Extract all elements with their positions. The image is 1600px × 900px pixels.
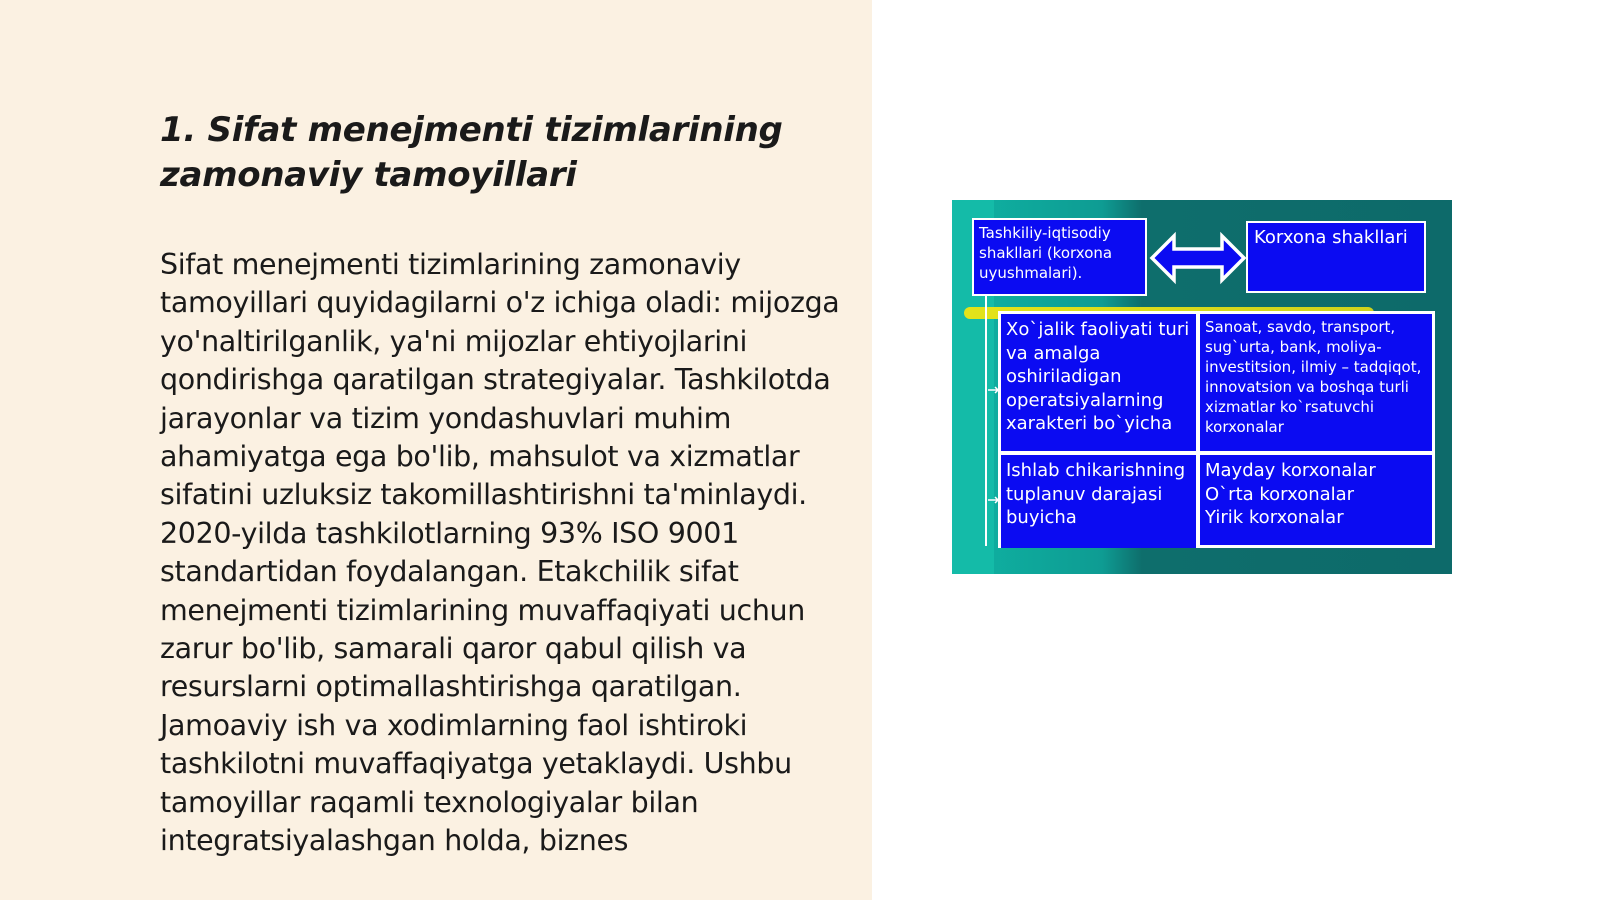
size-large: Yirik korxonalar: [1205, 507, 1344, 528]
diagram-box-organizational-forms: Tashkiliy-iqtisodiy shakllari (korxona uyushmalari).: [972, 218, 1147, 296]
double-arrow-icon: [1148, 228, 1248, 288]
diagram-cell-enterprise-sizes: [1200, 455, 1432, 545]
slide-title-line-1: 1. Sifat menejmenti tizimlarining: [160, 110, 783, 150]
diagram-connector-line: [985, 296, 987, 546]
slide-body-text: Sifat menejmenti tizimlarining zamonaviy tamoyillari quyidagilarni o'z ichiga oladi: mijozga yo'naltirilganlik, ya'ni mijozlar ehtiyojlarini qondirishga qaratilgan strategiyalar. Tashkilotda jarayonlar va tizim yondashuvlari muhim ahamiyatga ega bo'lib, mahsulot va xizmatlar sifatini uzluksiz takomillashtirishni ta'minlaydi. 2020-yilda tashkilotlarning 93% ISO 9001 standartidan foydalangan. Etakchilik sifat menejmenti tizimlarining muvaffaqiyati uchun zarur bo'lib, samarali qaror qabul qilish va resurslarni optimallashtirishga qaratilgan. Jamoaviy ish va xodimlarning faol ishtiroki tashkilotni muvaffaqiyatga yetaklaydi. Ushbu tamoyillar raqamli texnologiyalar bilan integratsiyalashgan holda, biznes: [160, 248, 840, 858]
diagram-cell-concentration: Ishlab chikarishning tuplanuv darajasi buyicha: [1001, 455, 1196, 548]
diagram-cell-sectors: Sanoat, savdo, transport, sug`urta, bank, moliya-investitsion, ilmiy – tadqiqot, innovatsion va boshqa turli xizmatlar ko`rsatuvchi korxonalar: [1200, 314, 1432, 451]
diagram-box-enterprise-forms: Korxona shakllari: [1246, 221, 1426, 293]
slide-title-line-2: zamonaviy tamoyillari: [160, 155, 577, 195]
diagram-cell-activity-type: Xo`jalik faoliyati turi va amalga oshiriladigan operatsiyalarning xarakteri bo`yicha: [1001, 314, 1196, 451]
size-medium: O`rta korxonalar: [1205, 483, 1355, 505]
diagram-grid: [998, 311, 1435, 548]
organization-forms-diagram: [952, 200, 1452, 574]
size-small: Mayday korxonalar: [1205, 460, 1376, 481]
slide-title: [160, 108, 840, 198]
